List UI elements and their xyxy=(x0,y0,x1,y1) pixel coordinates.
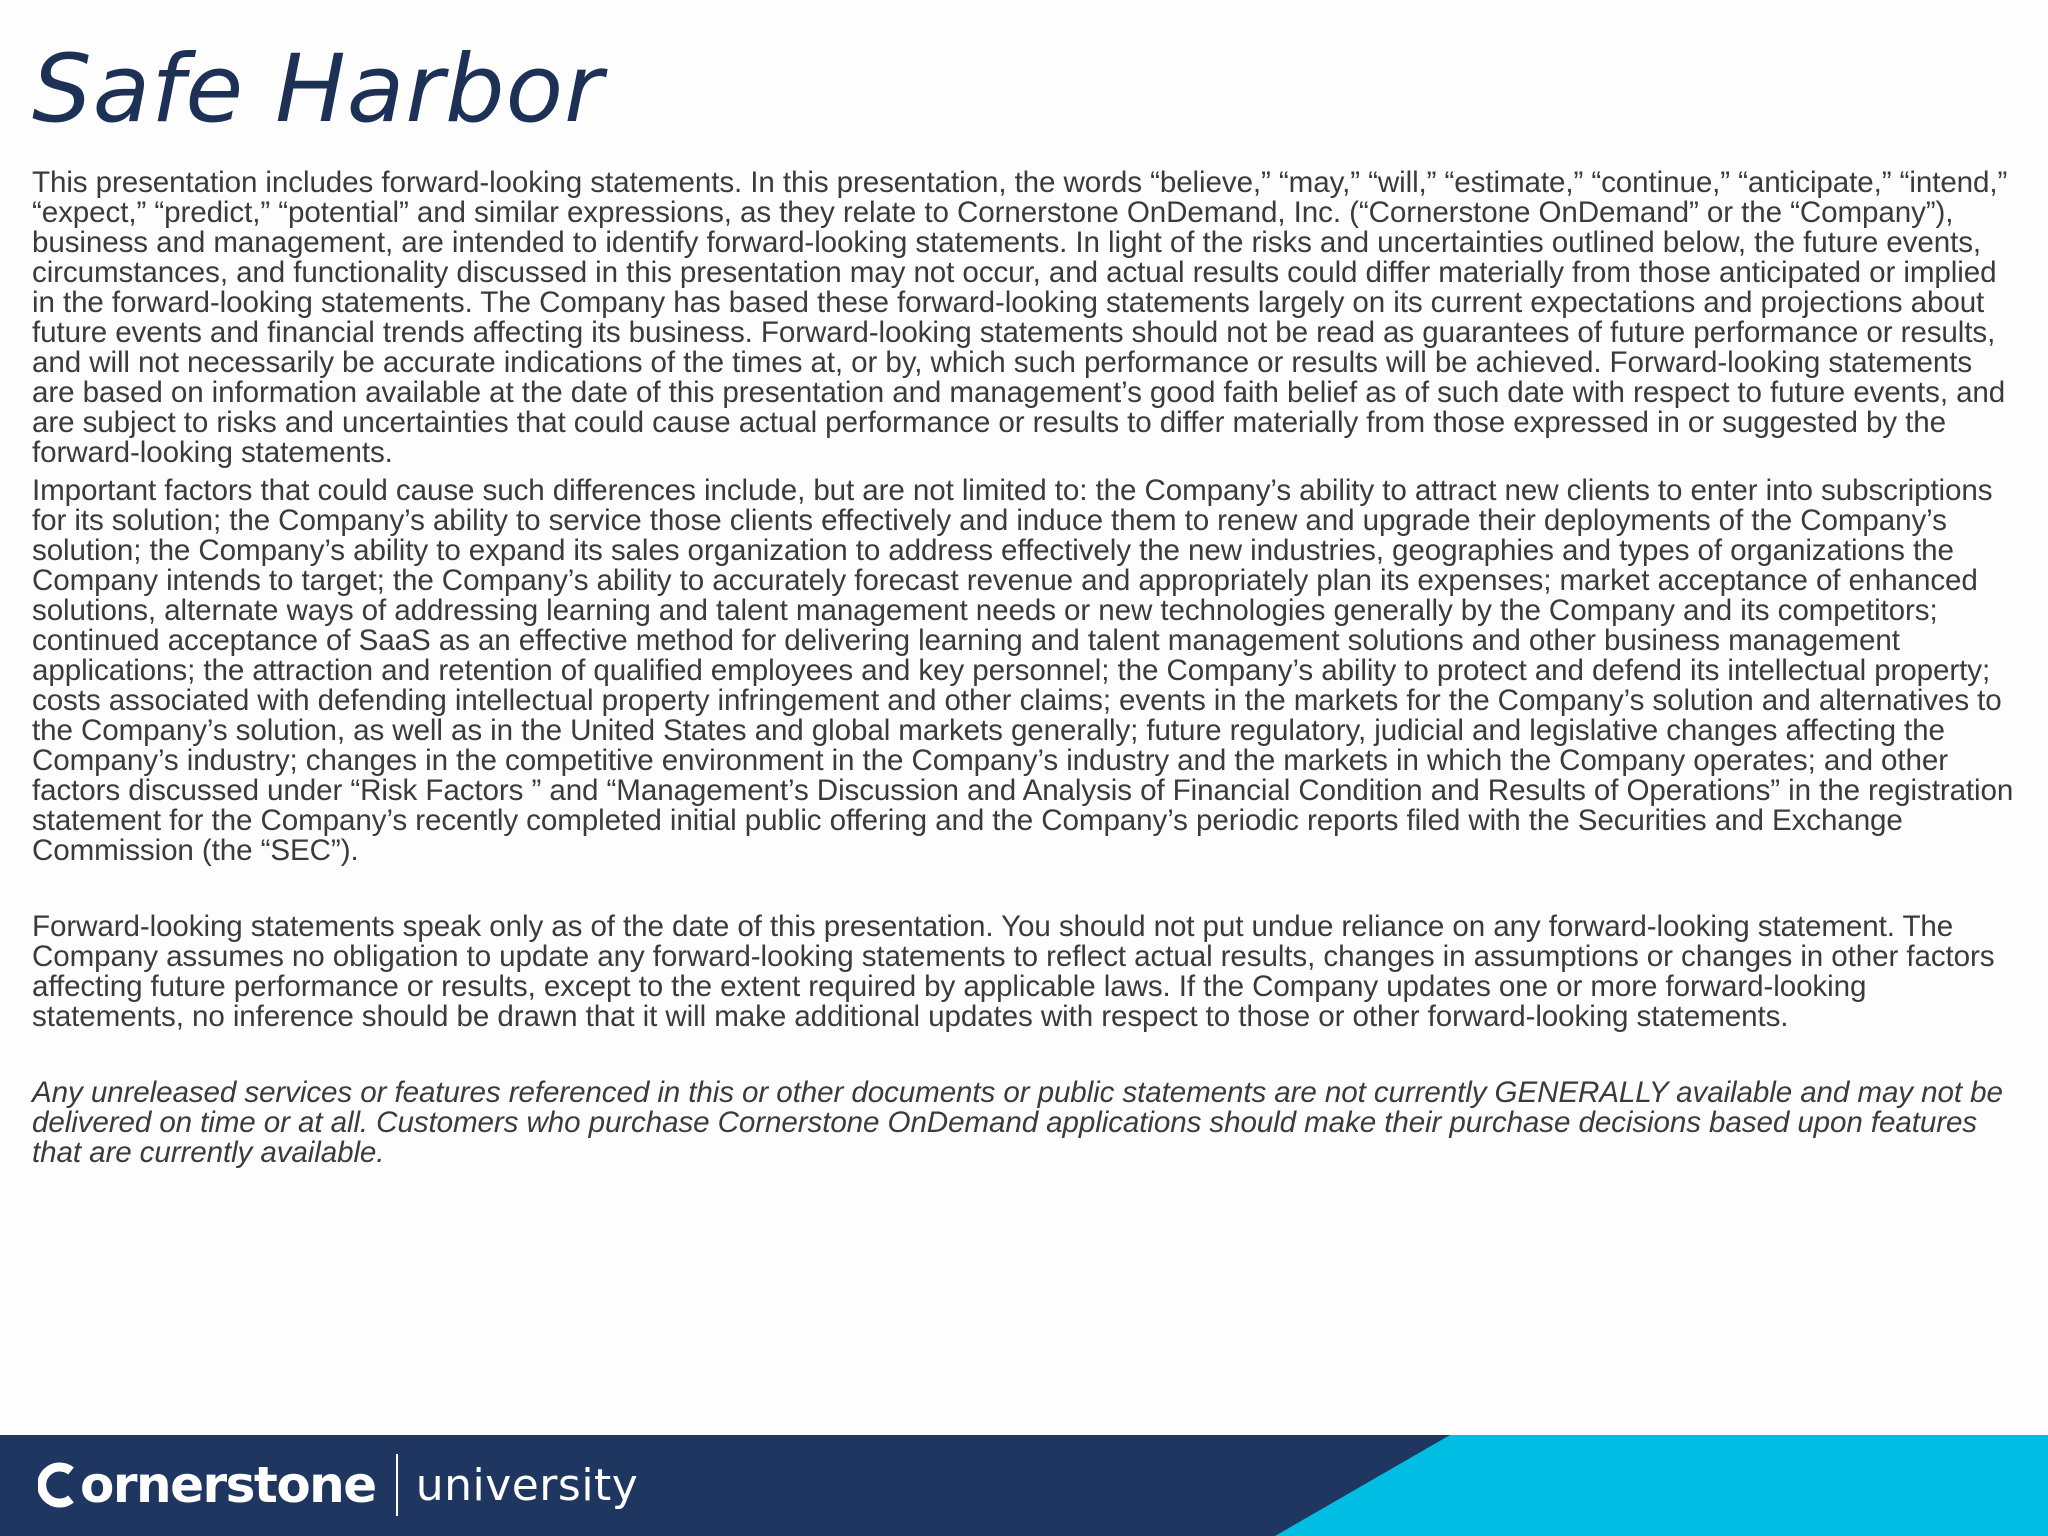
paragraph-forward-looking: This presentation includes forward-looking statements. In this presentation, the words “believe,” “may,” “will,” “estimate,” “continue,” “anticipate,” “intend,” “expect,” “predict,” “potential” and similar expressions, as they relate to Cornerstone OnDemand, Inc. (“Cornerstone OnDemand” or the “Company”), business and management, are intended to identify forward-looking statements. In light of the risks and uncertainties outlined below, the future events, circumstances, and functionality discussed in this presentation may not occur, and actual results could differ materially from those anticipated or implied in the forward-looking statements. The Company has based these forward-looking statements largely on its current expectations and projections about future events and financial trends affecting its business. Forward-looking statements should not be read as guarantees of future performance or results, and will not necessarily be accurate indications of the times at, or by, which such performance or results will be achieved. Forward-looking statements are based on information available at the date of this presentation and management’s good faith belief as of such date with respect to future events, and are subject to risks and uncertainties that could cause actual performance or results to differ materially from those expressed in or suggested by the forward-looking statements. xyxy=(32,166,2008,469)
brand-name: ornerstone xyxy=(80,1456,376,1514)
paragraph-undue-reliance: Forward-looking statements speak only as of the date of this presentation. You should not put undue reliance on any forward-looking statement. The Company assumes no obligation to update any forward-looking statements to reflect actual results, changes in assumptions or changes in other factors affecting future performance or results, except to the extent required by applicable laws. If the Company updates one or more forward-looking statements, no inference should be drawn that it will make additional updates with respect to those or other forward-looking statements. xyxy=(32,910,1995,1033)
brand-divider xyxy=(396,1454,398,1516)
paragraph-important-factors: Important factors that could cause such differences include, but are not limited to: the Company’s ability to attract new clients to enter into subscriptions for its solution; the Company’s ability to service those clients effectively and induce them to renew and upgrade their deployments of the Company’s solution; the Company’s ability to expand its sales organization to address effectively the new industries, geographies and types of organizations the Company intends to target; the Company’s ability to accurately forecast revenue and appropriately plan its expenses; market acceptance of enhanced solutions, alternate ways of addressing learning and talent management needs or new technologies generally by the Company and its competitors; continued acceptance of SaaS as an effective method for delivering learning and talent management solutions and other business management applications; the attraction and retention of qualified employees and key personnel; the Company’s ability to protect and defend its intellectual property; costs associated with defending intellectual property infringement and other claims; events in the markets for the Company’s solution and alternatives to the Company’s solution, as well as in the United States and global markets generally; future regulatory, judicial and legislative changes affecting the Company’s industry; changes in the competitive environment in the Company’s industry and the markets in which the Company operates; and other factors discussed under “Risk Factors ” and “Management’s Discussion and Analysis of Financial Condition and Results of Operations” in the registration statement for the Company’s recently completed initial public offering and the Company’s periodic reports filed with the Securities and Exchange Commission (the “SEC”). xyxy=(32,474,2014,867)
footer-bar xyxy=(0,1435,2048,1536)
paragraph-unreleased-features: Any unreleased services or features referenced in this or other documents or public statements are not currently GENERALLY available and may not be delivered on time or at all. Customers who purchase Cornerstone OnDemand applications should make their purchase decisions based upon features that are currently available. xyxy=(32,1076,2003,1169)
brand-subtitle: university xyxy=(415,1459,639,1511)
cornerstone-wordmark xyxy=(38,1456,376,1514)
cornerstone-university-logo xyxy=(38,1449,638,1521)
cornerstone-c-logo-icon xyxy=(38,1462,78,1508)
slide-title: Safe Harbor xyxy=(32,35,604,144)
safe-harbor-body xyxy=(32,168,2022,1168)
